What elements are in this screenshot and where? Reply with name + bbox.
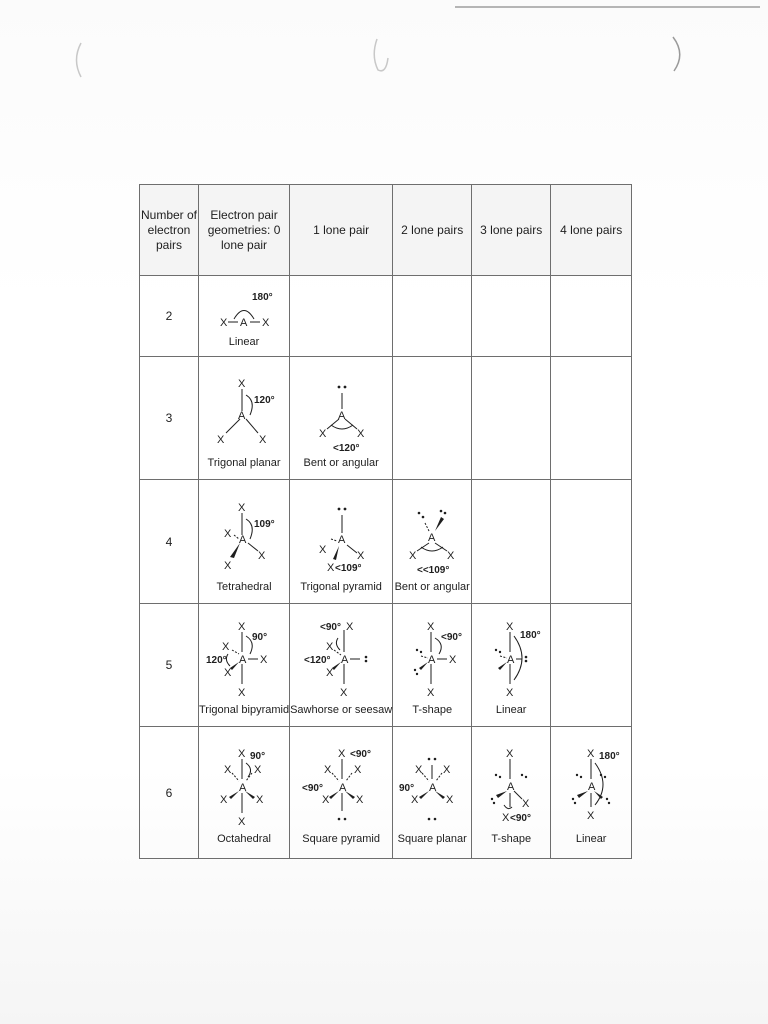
empty-cell bbox=[393, 357, 472, 480]
geometry-caption: T-shape bbox=[412, 704, 453, 716]
geometry-caption: Square planar bbox=[397, 832, 467, 845]
atom-label: A bbox=[341, 654, 349, 666]
scan-edge-line bbox=[455, 6, 760, 8]
geometry-cell-square-planar bbox=[393, 727, 472, 859]
linear-geometry-diagram bbox=[472, 614, 550, 702]
electron-pair-count: 2 bbox=[140, 276, 199, 357]
atom-label: X bbox=[409, 549, 417, 562]
header-4-lone-pairs: 4 lone pairs bbox=[551, 185, 632, 276]
geometry-caption: Trigonal bipyramid bbox=[199, 704, 290, 716]
punch-hole-left bbox=[70, 40, 84, 80]
bond-angle-label: <120° bbox=[333, 443, 360, 454]
empty-cell bbox=[472, 276, 551, 357]
atom-label: X bbox=[587, 809, 595, 822]
bond-angle-label: <120° bbox=[304, 655, 331, 666]
geometry-caption: Tetrahedral bbox=[216, 580, 272, 593]
empty-cell bbox=[551, 276, 632, 357]
atom-label: X bbox=[338, 747, 346, 760]
bond-angle-label: 180° bbox=[599, 750, 620, 762]
bond-angle-label: <90° bbox=[320, 622, 342, 633]
atom-label: A bbox=[238, 410, 246, 422]
header-3-lone-pairs: 3 lone pairs bbox=[472, 185, 551, 276]
atom-label: X bbox=[238, 501, 246, 514]
bond-angle-label: <90° bbox=[350, 748, 372, 760]
empty-cell bbox=[551, 604, 632, 727]
atom-label: X bbox=[322, 793, 330, 806]
atom-label: X bbox=[259, 434, 267, 446]
geometry-cell-bent bbox=[290, 357, 393, 480]
electron-pair-count: 3 bbox=[140, 357, 199, 480]
t-shape-geometry-diagram bbox=[393, 614, 471, 702]
bond-angle-label: 120° bbox=[254, 395, 275, 406]
bond-angle-label: <90° bbox=[302, 782, 324, 794]
square-pyramid-geometry-diagram bbox=[298, 741, 384, 831]
bent-angular-geometry-diagram bbox=[393, 491, 471, 579]
header-number-of-electron-pairs: Number of electron pairs bbox=[140, 185, 199, 276]
geometry-cell-linear-3lp bbox=[472, 604, 551, 727]
geometry-cell-square-pyramid bbox=[290, 727, 393, 859]
geometry-caption: Square pyramid bbox=[302, 832, 380, 845]
atom-label: X bbox=[587, 747, 595, 760]
empty-cell bbox=[290, 276, 393, 357]
atom-label: A bbox=[239, 781, 247, 794]
table-row bbox=[140, 276, 632, 357]
geometry-caption: Bent or angular bbox=[303, 457, 379, 469]
atom-label: X bbox=[238, 621, 246, 633]
bond-angle-label: <90° bbox=[441, 632, 463, 643]
geometry-caption: Linear bbox=[495, 704, 527, 716]
bond-angle-label: <90° bbox=[510, 812, 532, 824]
bond-angle-label: 109° bbox=[254, 518, 275, 530]
atom-label: X bbox=[522, 797, 530, 810]
linear-geometry-diagram bbox=[551, 741, 631, 831]
geometry-cell-t-shape-3lp bbox=[472, 727, 551, 859]
atom-label: X bbox=[238, 378, 246, 390]
bond-angle-label: <<109° bbox=[417, 564, 450, 576]
atom-label: A bbox=[239, 654, 247, 666]
bond-angle-label: 90° bbox=[399, 782, 415, 794]
atom-label: X bbox=[220, 793, 228, 806]
empty-cell bbox=[472, 480, 551, 604]
atom-label: X bbox=[415, 763, 423, 776]
atom-label: X bbox=[217, 434, 225, 446]
atom-label: A bbox=[339, 781, 347, 794]
table-row bbox=[140, 480, 632, 604]
geometry-caption: Linear bbox=[575, 832, 607, 845]
octahedral-geometry-diagram bbox=[202, 741, 286, 831]
atom-label: X bbox=[238, 747, 246, 760]
bond-angle-label: 90° bbox=[252, 632, 268, 643]
atom-label: X bbox=[238, 687, 246, 699]
bent-angular-geometry-diagram bbox=[301, 367, 381, 455]
atom-label: A bbox=[507, 780, 515, 793]
geometry-cell-trigonal-bipyramid bbox=[199, 604, 290, 727]
atom-label: X bbox=[447, 549, 455, 562]
tetrahedral-geometry-diagram bbox=[204, 491, 284, 579]
atom-label: A bbox=[588, 780, 596, 793]
atom-label: X bbox=[449, 654, 457, 666]
atom-label: X bbox=[506, 621, 514, 633]
atom-label: X bbox=[443, 763, 451, 776]
atom-label: A bbox=[428, 531, 436, 544]
t-shape-geometry-diagram bbox=[472, 741, 550, 831]
trigonal-bipyramid-geometry-diagram bbox=[202, 614, 286, 702]
electron-pair-count: 5 bbox=[140, 604, 199, 727]
trigonal-pyramid-geometry-diagram bbox=[301, 491, 381, 579]
atom-label: X bbox=[256, 793, 264, 806]
atom-label: X bbox=[354, 763, 362, 776]
header-1-lone-pair: 1 lone pair bbox=[290, 185, 393, 276]
atom-label: A bbox=[338, 533, 346, 546]
geometry-caption: Octahedral bbox=[217, 832, 271, 845]
atom-label: X bbox=[502, 811, 510, 824]
punch-hole-right bbox=[670, 34, 686, 74]
table-row bbox=[140, 604, 632, 727]
atom-label: X bbox=[427, 687, 435, 699]
table-row bbox=[140, 357, 632, 480]
atom-label: A bbox=[429, 781, 437, 794]
atom-label: X bbox=[224, 667, 232, 679]
atom-label: X bbox=[262, 317, 270, 329]
vsepr-geometry-table bbox=[139, 184, 632, 859]
empty-cell bbox=[551, 480, 632, 604]
bond-angle-label: <109° bbox=[335, 562, 362, 574]
bond-angle-label: 90° bbox=[250, 750, 266, 762]
geometry-caption: Sawhorse or seesaw bbox=[290, 704, 393, 716]
geometry-cell-linear-4lp bbox=[551, 727, 632, 859]
bond-angle-label: 120° bbox=[206, 655, 227, 666]
atom-label: X bbox=[220, 317, 228, 329]
atom-label: A bbox=[507, 654, 515, 666]
header-electron-pair-geometries: Electron pair geometries: 0 lone pair bbox=[199, 185, 290, 276]
seesaw-geometry-diagram bbox=[298, 614, 384, 702]
bond-angle-label: 180° bbox=[252, 292, 273, 303]
header-2-lone-pairs: 2 lone pairs bbox=[393, 185, 472, 276]
geometry-caption: Trigonal pyramid bbox=[300, 580, 382, 593]
geometry-cell-trigonal-pyramid bbox=[290, 480, 393, 604]
atom-label: X bbox=[357, 428, 365, 440]
atom-label: X bbox=[224, 559, 232, 572]
electron-pair-count: 4 bbox=[140, 480, 199, 604]
atom-label: X bbox=[357, 549, 365, 562]
geometry-caption: Linear bbox=[228, 336, 260, 348]
punch-hole-center bbox=[370, 36, 392, 76]
square-planar-geometry-diagram bbox=[393, 741, 471, 831]
geometry-caption: T-shape bbox=[491, 832, 532, 845]
atom-label: X bbox=[326, 667, 334, 679]
atom-label: X bbox=[224, 763, 232, 776]
electron-pair-count: 6 bbox=[140, 727, 199, 859]
empty-cell bbox=[393, 276, 472, 357]
atom-label: X bbox=[340, 687, 348, 699]
atom-label: X bbox=[224, 527, 232, 540]
atom-label: X bbox=[446, 793, 454, 806]
atom-label: X bbox=[319, 543, 327, 556]
atom-label: A bbox=[338, 410, 346, 422]
atom-label: A bbox=[239, 533, 247, 546]
geometry-cell-bent-2lp bbox=[393, 480, 472, 604]
atom-label: X bbox=[326, 641, 334, 653]
geometry-caption: Bent or angular bbox=[394, 580, 470, 593]
atom-label: A bbox=[240, 317, 248, 329]
linear-geometry-diagram bbox=[204, 284, 284, 334]
geometry-cell-trigonal-planar bbox=[199, 357, 290, 480]
atom-label: X bbox=[506, 687, 514, 699]
atom-label: X bbox=[427, 621, 435, 633]
atom-label: X bbox=[238, 815, 246, 828]
geometry-cell-tetrahedral bbox=[199, 480, 290, 604]
empty-cell bbox=[551, 357, 632, 480]
bond-angle-label: 180° bbox=[520, 630, 541, 641]
atom-label: X bbox=[222, 641, 230, 653]
geometry-cell-linear bbox=[199, 276, 290, 357]
geometry-cell-seesaw bbox=[290, 604, 393, 727]
atom-label: X bbox=[411, 793, 419, 806]
empty-cell bbox=[472, 357, 551, 480]
atom-label: X bbox=[260, 654, 268, 666]
table-row bbox=[140, 727, 632, 859]
atom-label: X bbox=[324, 763, 332, 776]
atom-label: X bbox=[319, 428, 327, 440]
atom-label: A bbox=[428, 654, 436, 666]
trigonal-planar-geometry-diagram bbox=[204, 367, 284, 455]
header-row bbox=[140, 185, 632, 276]
atom-label: X bbox=[327, 561, 335, 574]
atom-label: X bbox=[258, 549, 266, 562]
atom-label: X bbox=[346, 621, 354, 633]
geometry-cell-t-shape bbox=[393, 604, 472, 727]
atom-label: X bbox=[356, 793, 364, 806]
geometry-cell-octahedral bbox=[199, 727, 290, 859]
geometry-caption: Trigonal planar bbox=[207, 457, 281, 469]
atom-label: X bbox=[506, 747, 514, 760]
atom-label: X bbox=[254, 763, 262, 776]
